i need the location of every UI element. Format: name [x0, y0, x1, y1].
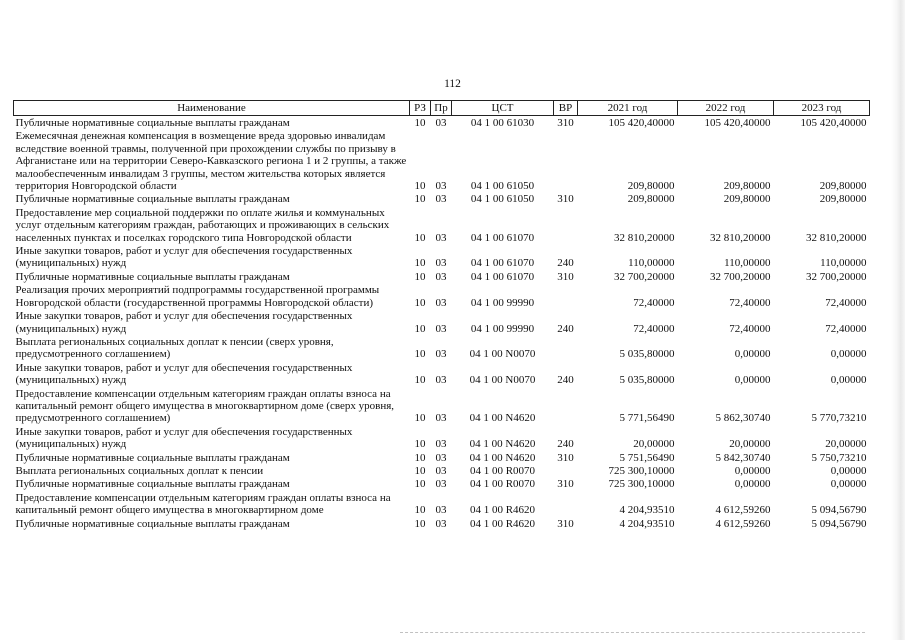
row-value-2023: 72,40000 — [825, 322, 867, 335]
row-cst: 04 1 00 N0070 — [469, 374, 536, 387]
row-value-2023: 209,80000 — [819, 193, 867, 206]
row-value-2022: 32 810,20000 — [710, 231, 771, 244]
page-number: 112 — [444, 78, 461, 90]
row-value-2022: 4 612,59260 — [715, 517, 771, 530]
table-row — [14, 206, 870, 244]
row-value-2022: 20,00000 — [729, 438, 771, 451]
row-name: Выплата региональных социальных доплат к пенсии (сверх уровня, предусмотренного соглашением) — [15, 335, 334, 361]
row-name: Иные закупки товаров, работ и услуг для обеспечения государственных (муниципальных) нужд — [15, 310, 353, 335]
row-rz: 10 — [414, 374, 426, 387]
table-row — [14, 425, 870, 451]
table-row — [14, 491, 870, 517]
table-row — [14, 451, 870, 464]
row-vr: 310 — [557, 193, 574, 206]
row-cst: 04 1 00 99990 — [470, 322, 535, 335]
row-name: Предоставление компенсации отдельным категориям граждан оплаты взноса на капитальный ремонт общего имущества в многоквартирном доме (сверх уровня, предусмотренного соглашением) — [15, 387, 395, 425]
row-vr: 240 — [557, 322, 574, 335]
row-rz: 10 — [414, 464, 426, 477]
row-name: Предоставление компенсации отдельным категориям граждан оплаты взноса на капитальный ремонт общего имущества в многоквартирном доме — [15, 491, 391, 517]
row-pr: 03 — [435, 348, 447, 361]
row-value-2022: 72,40000 — [729, 322, 771, 335]
header-2022: 2022 год — [678, 101, 774, 116]
row-name: Иные закупки товаров, работ и услуг для обеспечения государственных (муниципальных) нужд — [15, 245, 353, 270]
row-pr: 03 — [435, 412, 447, 425]
row-value-2022: 0,00000 — [734, 374, 771, 387]
row-name: Публичные нормативные социальные выплаты гражданам — [15, 478, 290, 491]
table-row — [14, 129, 870, 192]
row-value-2023: 0,00000 — [830, 464, 867, 477]
row-pr: 03 — [435, 504, 447, 517]
row-value-2023: 0,00000 — [830, 348, 867, 361]
row-value-2022: 5 862,30740 — [715, 412, 771, 425]
table-row — [14, 464, 870, 477]
row-vr — [554, 491, 578, 517]
header-rz: РЗ — [410, 101, 431, 116]
row-pr: 03 — [435, 451, 447, 464]
row-pr: 03 — [435, 180, 447, 193]
row-rz: 10 — [414, 231, 426, 244]
row-name: Реализация прочих мероприятий подпрограммы государственной программы Новгородской области (государственной программы Новгородской области) — [15, 284, 380, 309]
row-pr: 03 — [435, 464, 447, 477]
row-value-2023: 32 810,20000 — [806, 231, 867, 244]
row-value-2022: 209,80000 — [723, 193, 771, 206]
table-row — [14, 270, 870, 283]
row-pr: 03 — [435, 231, 447, 244]
row-rz: 10 — [414, 504, 426, 517]
row-value-2021: 209,80000 — [627, 193, 675, 206]
row-name: Публичные нормативные социальные выплаты гражданам — [15, 451, 290, 464]
row-cst: 04 1 00 61050 — [470, 193, 535, 206]
row-rz: 10 — [414, 412, 426, 425]
header-cst: ЦСТ — [452, 101, 554, 116]
row-cst: 04 1 00 R4620 — [469, 504, 536, 517]
row-value-2023: 0,00000 — [830, 478, 867, 491]
row-vr: 310 — [557, 478, 574, 491]
budget-table — [13, 100, 870, 530]
table-row — [14, 309, 870, 335]
table-row — [14, 192, 870, 205]
header-vr: ВР — [554, 101, 578, 116]
row-value-2021: 32 700,20000 — [614, 270, 675, 283]
row-value-2023: 5 094,56790 — [811, 517, 867, 530]
row-vr: 240 — [557, 257, 574, 270]
row-vr: 240 — [557, 374, 574, 387]
row-pr: 03 — [435, 322, 447, 335]
row-value-2023: 32 700,20000 — [806, 270, 867, 283]
row-name: Иные закупки товаров, работ и услуг для обеспечения государственных (муниципальных) нужд — [15, 361, 353, 387]
row-value-2021: 4 204,93510 — [619, 517, 675, 530]
row-value-2022: 0,00000 — [734, 478, 771, 491]
row-cst: 04 1 00 N0070 — [469, 348, 536, 361]
table-row — [14, 116, 870, 130]
row-pr: 03 — [435, 296, 447, 309]
table-row — [14, 335, 870, 361]
row-rz: 10 — [414, 257, 426, 270]
row-name: Иные закупки товаров, работ и услуг для обеспечения государственных (муниципальных) нужд — [15, 425, 353, 451]
row-rz: 10 — [414, 180, 426, 193]
row-vr — [554, 387, 578, 425]
row-value-2023: 0,00000 — [830, 374, 867, 387]
row-pr: 03 — [435, 193, 447, 206]
row-name: Публичные нормативные социальные выплаты гражданам — [15, 193, 290, 206]
row-name: Публичные нормативные социальные выплаты гражданам — [15, 270, 290, 283]
row-rz: 10 — [414, 296, 426, 309]
row-name: Предоставление мер социальной поддержки по оплате жилья и коммунальных услуг отдельным категориям граждан, работающих и проживающих в сельских населенных пунктах и поселках городского типа Новгородской области — [15, 206, 390, 244]
row-value-2023: 5 770,73210 — [811, 412, 867, 425]
row-value-2023: 105 420,40000 — [800, 117, 867, 129]
row-value-2021: 32 810,20000 — [614, 231, 675, 244]
row-cst: 04 1 00 R4620 — [469, 517, 536, 530]
row-cst: 04 1 00 N4620 — [469, 412, 536, 425]
row-value-2023: 209,80000 — [819, 180, 867, 193]
row-value-2022: 0,00000 — [734, 464, 771, 477]
scan-artifact-line — [400, 632, 865, 635]
header-pr: Пр — [431, 101, 452, 116]
row-cst: 04 1 00 R0070 — [469, 478, 536, 491]
header-name: Наименование — [14, 101, 410, 116]
row-value-2023: 5 094,56790 — [811, 504, 867, 517]
row-value-2021: 5 035,80000 — [619, 348, 675, 361]
row-value-2022: 72,40000 — [729, 296, 771, 309]
row-value-2022: 32 700,20000 — [710, 270, 771, 283]
row-value-2023: 72,40000 — [825, 296, 867, 309]
row-rz: 10 — [414, 348, 426, 361]
row-rz: 10 — [414, 438, 426, 451]
row-name: Ежемесячная денежная компенсация в возмещение вреда здоровью инвалидам вследствие военной травмы, полученной при прохождении службы по призыву в Афганистане или на территории Северо-Кавказского региона 1 и 2 группы, а также малообеспеченным инвалидам 3 группы, местом жительства которых является территория Новгородской области — [15, 130, 407, 193]
row-vr — [554, 335, 578, 361]
row-value-2021: 725 300,10000 — [608, 464, 675, 477]
row-value-2021: 4 204,93510 — [619, 504, 675, 517]
row-value-2022: 5 842,30740 — [715, 451, 771, 464]
scan-edge — [891, 0, 905, 640]
row-rz: 10 — [414, 517, 426, 530]
row-value-2021: 5 771,56490 — [619, 412, 675, 425]
row-vr — [554, 206, 578, 244]
table-row — [14, 283, 870, 309]
row-value-2022: 209,80000 — [723, 180, 771, 193]
row-vr — [554, 129, 578, 192]
table-row — [14, 517, 870, 530]
row-value-2021: 5 751,56490 — [619, 451, 675, 464]
row-rz: 10 — [414, 117, 426, 129]
row-vr — [554, 283, 578, 309]
row-value-2022: 0,00000 — [734, 348, 771, 361]
row-value-2022: 4 612,59260 — [715, 504, 771, 517]
row-cst: 04 1 00 N4620 — [469, 438, 536, 451]
row-cst: 04 1 00 61070 — [470, 231, 535, 244]
table-row — [14, 387, 870, 425]
row-pr: 03 — [435, 117, 447, 129]
row-pr: 03 — [435, 517, 447, 530]
row-value-2022: 105 420,40000 — [704, 117, 771, 129]
row-pr: 03 — [435, 438, 447, 451]
row-value-2023: 110,00000 — [820, 257, 867, 270]
row-cst: 04 1 00 99990 — [470, 296, 535, 309]
row-name: Публичные нормативные социальные выплаты гражданам — [15, 117, 290, 129]
row-vr: 240 — [557, 438, 574, 451]
table-header-row — [14, 101, 870, 116]
row-name: Выплата региональных социальных доплат к пенсии — [15, 464, 264, 477]
row-value-2021: 5 035,80000 — [619, 374, 675, 387]
row-value-2022: 110,00000 — [724, 257, 771, 270]
row-vr: 310 — [557, 517, 574, 530]
row-value-2021: 72,40000 — [633, 322, 675, 335]
row-cst: 04 1 00 61070 — [470, 257, 535, 270]
row-vr: 310 — [557, 451, 574, 464]
row-value-2021: 725 300,10000 — [608, 478, 675, 491]
row-rz: 10 — [414, 451, 426, 464]
row-name: Публичные нормативные социальные выплаты гражданам — [15, 517, 290, 530]
table-row — [14, 361, 870, 387]
row-value-2021: 110,00000 — [628, 257, 675, 270]
row-vr: 310 — [557, 270, 574, 283]
row-cst: 04 1 00 R0070 — [469, 464, 536, 477]
row-value-2021: 72,40000 — [633, 296, 675, 309]
row-value-2023: 20,00000 — [825, 438, 867, 451]
row-value-2021: 105 420,40000 — [608, 117, 675, 129]
table-row — [14, 477, 870, 490]
row-rz: 10 — [414, 193, 426, 206]
row-cst: 04 1 00 61030 — [470, 117, 535, 129]
row-pr: 03 — [435, 478, 447, 491]
row-cst: 04 1 00 61070 — [470, 270, 535, 283]
row-value-2021: 209,80000 — [627, 180, 675, 193]
header-2021: 2021 год — [578, 101, 678, 116]
row-value-2021: 20,00000 — [633, 438, 675, 451]
row-value-2023: 5 750,73210 — [811, 451, 867, 464]
table-row — [14, 244, 870, 270]
row-vr: 310 — [557, 117, 574, 129]
row-pr: 03 — [435, 374, 447, 387]
row-pr: 03 — [435, 257, 447, 270]
table-body — [14, 116, 870, 531]
row-vr — [554, 464, 578, 477]
row-cst: 04 1 00 61050 — [470, 180, 535, 193]
header-2023: 2023 год — [774, 101, 870, 116]
row-pr: 03 — [435, 270, 447, 283]
row-rz: 10 — [414, 270, 426, 283]
row-cst: 04 1 00 N4620 — [469, 451, 536, 464]
row-rz: 10 — [414, 478, 426, 491]
row-rz: 10 — [414, 322, 426, 335]
